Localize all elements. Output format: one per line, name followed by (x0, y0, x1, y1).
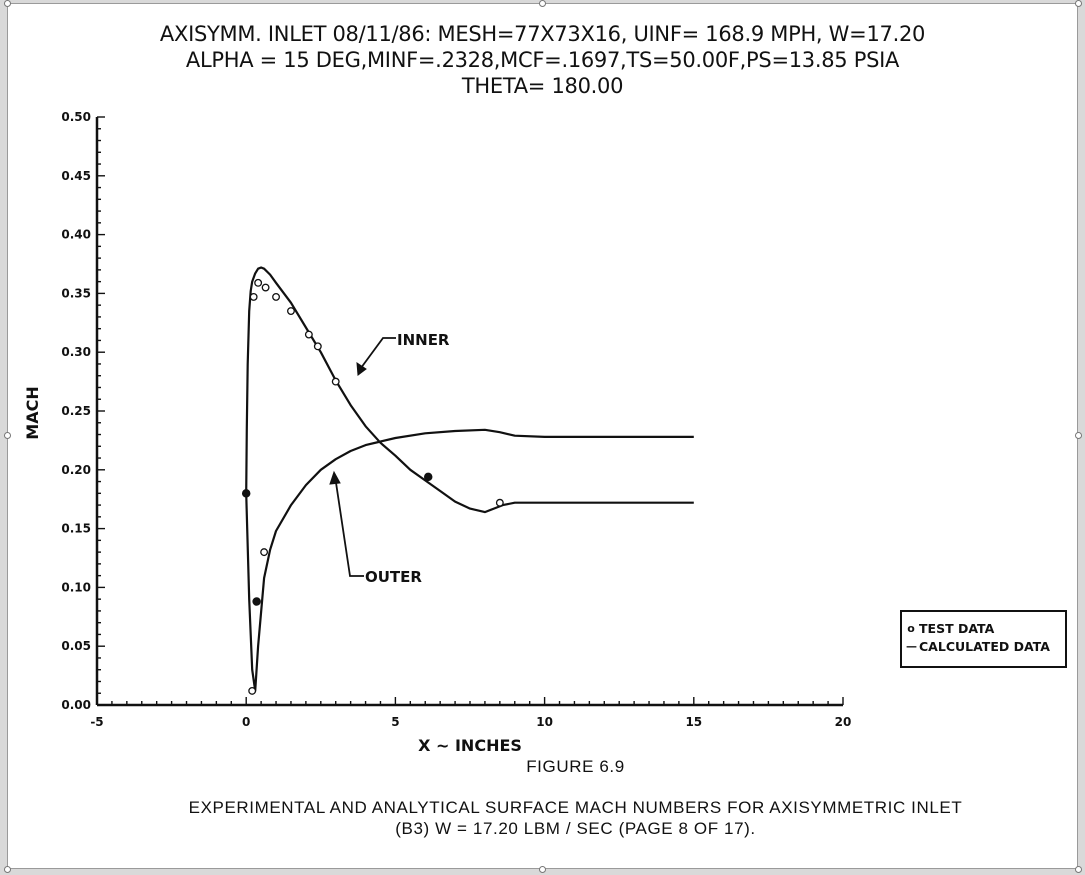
y-tick-label: 0.05 (61, 639, 91, 654)
test-data-point (273, 294, 280, 301)
x-tick-label: 15 (685, 715, 703, 729)
test-data-point (253, 598, 260, 605)
outer-arrowhead (330, 472, 340, 484)
y-axis-title: MACH (23, 386, 42, 440)
x-tick-label: 0 (242, 715, 251, 729)
y-tick-label: 0.30 (61, 345, 91, 360)
x-axis-title: X ~ INCHES (418, 736, 522, 755)
figure-caption-line-1: EXPERIMENTAL AND ANALYTICAL SURFACE MACH NUMBERS FOR AXISYMMETRIC INLET (188, 798, 963, 817)
y-tick-label: 0.15 (61, 521, 91, 536)
chart-title-line-1: AXISYMM. INLET 08/11/86: MESH=77X73X16, UINF= 168.9 MPH, W=17.20 (159, 22, 926, 46)
calculated-inner-curve (246, 268, 694, 513)
test-data-point (288, 308, 295, 315)
test-data-point (497, 499, 504, 506)
chart-legend (900, 610, 1067, 668)
test-data-point (250, 294, 257, 301)
outer-leader-line (335, 476, 364, 576)
test-data-point (262, 284, 269, 291)
calculated-outer-curve (246, 430, 694, 691)
legend-test-data-symbol: o (907, 622, 915, 635)
x-tick-label: -5 (90, 715, 104, 729)
inner-arrowhead (357, 363, 366, 375)
test-data-point (425, 473, 432, 480)
y-tick-label: 0.25 (61, 404, 91, 418)
x-tick-label: 5 (391, 715, 400, 729)
test-data-point (261, 549, 268, 556)
y-tick-label: 0.35 (61, 286, 91, 301)
y-tick-label: 0.45 (61, 168, 91, 183)
test-data-point (249, 688, 256, 695)
legend-calculated-data-symbol: — (906, 640, 917, 653)
test-data-point (243, 490, 250, 497)
y-tick-label: 0.50 (61, 110, 91, 124)
inner-annotation: INNER (397, 331, 450, 349)
legend-calculated-data-label: CALCULATED DATA (919, 639, 1050, 654)
figure-number: FIGURE 6.9 (526, 757, 625, 776)
y-tick-label: 0.40 (61, 227, 91, 242)
y-tick-label: 0.20 (61, 462, 91, 477)
test-data-point (332, 378, 339, 385)
outer-annotation: OUTER (365, 568, 422, 586)
legend-item-calculated-data (906, 638, 1065, 656)
test-data-point (255, 280, 262, 287)
y-tick-label: 0.00 (61, 698, 91, 712)
y-tick-label: 0.10 (61, 580, 91, 595)
legend-test-data-label: TEST DATA (919, 621, 995, 636)
figure-caption-line-2: (B3) W = 17.20 LBM / SEC (PAGE 8 OF 17). (395, 819, 756, 838)
chart-title-line-3: THETA= 180.00 (461, 74, 624, 98)
x-tick-label: 20 (834, 715, 852, 729)
test-data-point (315, 343, 322, 350)
chart-title-line-2: ALPHA = 15 DEG,MINF=.2328,MCF=.1697,TS=50.00F,PS=13.85 PSIA (185, 48, 900, 72)
x-tick-label: 10 (536, 715, 553, 729)
test-data-point (306, 331, 313, 338)
legend-item-test-data (906, 620, 1065, 638)
